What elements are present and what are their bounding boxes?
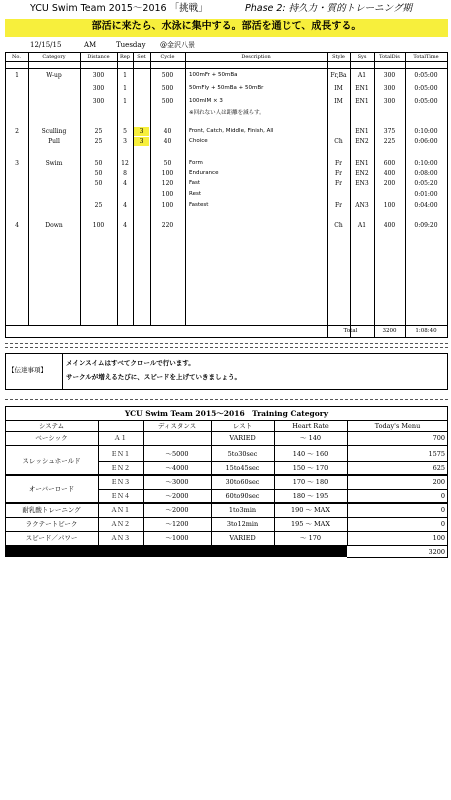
- cat-distance: 〜2000: [165, 506, 189, 514]
- cat-rest: 60to90sec: [225, 492, 260, 500]
- cat-hr: 170 〜 180: [292, 478, 329, 486]
- notes-line-1: メインスイムはすべてクロールで行います。: [66, 359, 195, 367]
- cell-totaldis: 400: [383, 170, 396, 177]
- cell-cycle: 120: [161, 180, 174, 187]
- cat-hr: 190 〜 MAX: [290, 506, 331, 514]
- cat-system-name: ラクテートピーク: [25, 520, 78, 528]
- cell-rep: 1: [123, 72, 127, 79]
- separator: [5, 399, 448, 400]
- cell-totaldis: 300: [383, 85, 396, 92]
- cell-totaltime: 0:10:00: [414, 160, 438, 167]
- cat-rest: 3to12min: [226, 520, 259, 528]
- col-rep: Rep: [120, 54, 130, 60]
- cell-category: Sculling: [41, 128, 67, 135]
- cell-totaldis: 225: [383, 138, 396, 145]
- cat-code: ＥＮ１: [110, 450, 131, 458]
- session-time: AM: [84, 41, 97, 49]
- cat-distance: 〜1000: [165, 534, 189, 542]
- cat-rest: 1to3min: [228, 506, 257, 514]
- cell-cycle: 40: [163, 138, 172, 145]
- cell-category: Down: [45, 222, 63, 229]
- cell-description: ※回れない人は距離を減らす。: [189, 110, 265, 116]
- cat-menu: 700: [432, 434, 445, 442]
- cell-totaldis: 400: [383, 222, 396, 229]
- cat-header-hr: Heart Rate: [292, 422, 329, 430]
- cat-distance: 〜3000: [165, 478, 189, 486]
- cell-totaltime: 0:10:00: [414, 128, 438, 135]
- cat-code: ＥＮ４: [110, 492, 131, 500]
- cell-rep: 1: [123, 98, 127, 105]
- cell-totaltime: 0:04:00: [414, 202, 438, 209]
- cell-totaldis: 200: [383, 180, 396, 187]
- cell-no: 3: [15, 160, 19, 167]
- cell-style: Fr: [334, 160, 343, 167]
- black-bar: [5, 546, 347, 557]
- cell-distance: 50: [94, 160, 103, 167]
- cell-cycle: 500: [161, 98, 174, 105]
- cell-totaltime: 0:05:20: [414, 180, 438, 187]
- cell-totaltime: 0:09:20: [414, 222, 438, 229]
- total-distance: 3200: [382, 328, 397, 334]
- cat-code: ＡＮ２: [110, 520, 131, 528]
- col-cycle: Cycle: [160, 54, 175, 60]
- notes-line-2: サークルが増えるたびに、スピードを上げていきましょう。: [66, 373, 242, 381]
- cat-rest: 5to30sec: [227, 450, 258, 458]
- cell-style: IM: [334, 85, 343, 92]
- cell-totaltime: 0:05:00: [414, 85, 438, 92]
- cell-distance: 100: [92, 222, 105, 229]
- total-label: Total: [343, 328, 358, 334]
- cat-menu: 200: [432, 478, 445, 486]
- cat-rest: VARIED: [229, 434, 256, 442]
- cell-style: IM: [334, 98, 343, 105]
- cell-rep: 1: [123, 85, 127, 92]
- cat-distance: 〜1200: [165, 520, 189, 528]
- cell-style: Fr,Ba: [330, 72, 347, 79]
- cat-header-rest: レスト: [232, 422, 253, 430]
- cat-menu: 0: [440, 520, 445, 528]
- col-totaltime: TotalTime: [413, 54, 439, 60]
- cell-style: Ch: [334, 222, 343, 229]
- cell-totaldis: 300: [383, 72, 396, 79]
- cell-totaldis: 600: [383, 160, 396, 167]
- cell-sys: EN2: [355, 138, 369, 145]
- cell-distance: 25: [94, 128, 103, 135]
- cat-header-distance: ディスタンス: [157, 422, 197, 430]
- cell-totaltime: 0:01:00: [414, 191, 438, 198]
- cell-style: Fr: [334, 202, 343, 209]
- cell-totaldis: 375: [383, 128, 396, 135]
- cell-distance: 300: [92, 72, 105, 79]
- cell-description: Fast: [189, 180, 201, 186]
- cell-description: Front, Catch, Middle, Finish, All: [189, 128, 274, 134]
- cell-sys: EN1: [355, 85, 369, 92]
- cell-cycle: 500: [161, 72, 174, 79]
- cell-rep: 4: [123, 202, 127, 209]
- cell-no: 2: [15, 128, 19, 135]
- cell-no: 4: [15, 222, 19, 229]
- cell-sys: A1: [357, 222, 367, 229]
- cell-rep: 5: [123, 128, 127, 135]
- col-style: Style: [332, 54, 345, 60]
- cell-distance: 50: [94, 170, 103, 177]
- cat-hr: 140 〜 160: [292, 450, 329, 458]
- cell-style: Fr: [334, 170, 343, 177]
- cat-menu: 1575: [428, 450, 445, 458]
- col-distance: Distance: [87, 54, 110, 60]
- cell-description: 100mFr + 50mBa: [189, 72, 238, 78]
- cat-rest: VARIED: [229, 534, 256, 542]
- cell-sys: A1: [357, 72, 367, 79]
- cell-distance: 300: [92, 85, 105, 92]
- cell-sys: EN2: [355, 170, 369, 177]
- cell-cycle: 100: [161, 191, 174, 198]
- slogan-text: 部活に来たら、水泳に集中する。部活を通じて、成長する。: [91, 21, 362, 32]
- cat-system-name: 耐乳酸トレーニング: [22, 506, 81, 514]
- col-set: Set: [137, 54, 146, 60]
- cell-description: Rest: [189, 191, 201, 197]
- col-no: No.: [12, 54, 21, 60]
- cell-totaldis: 100: [383, 202, 396, 209]
- cell-description: Form: [189, 160, 203, 166]
- separator: [5, 343, 448, 344]
- cat-hr: 〜 170: [300, 534, 321, 542]
- separator: [5, 347, 448, 348]
- cell-description: Endurance: [189, 170, 219, 176]
- team-title: YCU Swim Team 2015〜2016 「挑戦」: [30, 3, 208, 14]
- cat-system-name: ベーシック: [35, 434, 68, 442]
- cell-cycle: 500: [161, 85, 174, 92]
- cell-distance: 50: [94, 180, 103, 187]
- col-totaldis: TotalDis: [379, 54, 400, 60]
- cell-totaldis: 300: [383, 98, 396, 105]
- cell-distance: 300: [92, 98, 105, 105]
- cell-cycle: 40: [163, 128, 172, 135]
- cell-description: Fastest: [189, 202, 209, 208]
- cell-totaltime: 0:05:00: [414, 72, 438, 79]
- cell-description: Choice: [189, 138, 208, 144]
- col-description: Description: [241, 54, 271, 60]
- session-date: 12/15/15: [30, 41, 62, 49]
- cell-rep: 12: [121, 160, 129, 167]
- phase-title: Phase 2: 持久力・質的トレーニング期: [245, 3, 412, 14]
- cell-cycle: 100: [161, 170, 174, 177]
- cat-code: ＥＮ３: [110, 478, 131, 486]
- col-sys: Sys: [357, 54, 367, 60]
- cell-style: Ch: [334, 138, 343, 145]
- grand-total: 3200: [428, 548, 445, 556]
- total-time: 1:08:40: [415, 328, 437, 334]
- notes-label: 【伝達事項】: [8, 366, 47, 374]
- cat-system-name: オーバーロード: [28, 485, 75, 493]
- cell-totaltime: 0:08:00: [414, 170, 438, 177]
- cell-distance: 25: [94, 202, 103, 209]
- cat-system-name: スピード／パワー: [25, 534, 78, 542]
- cat-hr: 150 〜 170: [292, 464, 329, 472]
- cat-hr: 180 〜 195: [292, 492, 329, 500]
- session-place: @金沢八景: [160, 41, 195, 49]
- cat-header-system: システム: [38, 422, 65, 430]
- cat-system-name: スレッシュホールド: [22, 457, 81, 465]
- cell-sys: AN3: [355, 202, 369, 209]
- cell-sys: EN3: [355, 180, 369, 187]
- cell-rep: 3: [123, 138, 127, 145]
- cell-rep: 8: [123, 170, 127, 177]
- cell-totaltime: 0:05:00: [414, 98, 438, 105]
- cell-set: 3: [139, 138, 144, 145]
- cat-header-menu: Today's Menu: [374, 422, 421, 430]
- cat-distance: 〜5000: [165, 450, 189, 458]
- cell-no: 1: [15, 72, 19, 79]
- cat-menu: 0: [440, 506, 445, 514]
- col-category: Category: [42, 54, 66, 60]
- cat-menu: 625: [432, 464, 445, 472]
- cat-code: ＡＮ３: [110, 534, 131, 542]
- cell-category: Pull: [48, 138, 60, 145]
- cat-rest: 15to45sec: [225, 464, 260, 472]
- cat-menu: 0: [440, 492, 445, 500]
- cell-description: 50mFly + 50mBa + 50mBr: [189, 85, 264, 91]
- session-day: Tuesday: [116, 41, 146, 49]
- slogan-banner: [5, 19, 448, 37]
- cat-menu: 100: [432, 534, 445, 542]
- cell-description: 100mIM × 3: [189, 98, 223, 104]
- cell-sys: EN1: [355, 98, 369, 105]
- cat-distance: 〜4000: [165, 464, 189, 472]
- cell-cycle: 50: [163, 160, 172, 167]
- cell-category: Swim: [45, 160, 63, 167]
- cat-rest: 30to60sec: [225, 478, 260, 486]
- cat-code: Ａ１: [114, 434, 127, 442]
- cell-rep: 4: [123, 222, 127, 229]
- cat-code: ＡＮ１: [110, 506, 131, 514]
- cat-code: ＥＮ２: [110, 464, 131, 472]
- category-title: YCU Swim Team 2015〜2016 Training Category: [124, 409, 329, 418]
- cell-sys: EN1: [355, 160, 369, 167]
- cell-style: Fr: [334, 180, 343, 187]
- cat-hr: 195 〜 MAX: [290, 520, 331, 528]
- cell-totaltime: 0:06:00: [414, 138, 438, 145]
- cell-category: W-up: [46, 72, 62, 79]
- cell-set: 3: [139, 128, 144, 135]
- cell-cycle: 220: [161, 222, 174, 229]
- cat-distance: 〜2000: [165, 492, 189, 500]
- cell-rep: 4: [123, 180, 127, 187]
- cell-sys: EN1: [355, 128, 369, 135]
- cell-cycle: 100: [161, 202, 174, 209]
- cat-hr: 〜 140: [300, 434, 321, 442]
- cell-distance: 25: [94, 138, 103, 145]
